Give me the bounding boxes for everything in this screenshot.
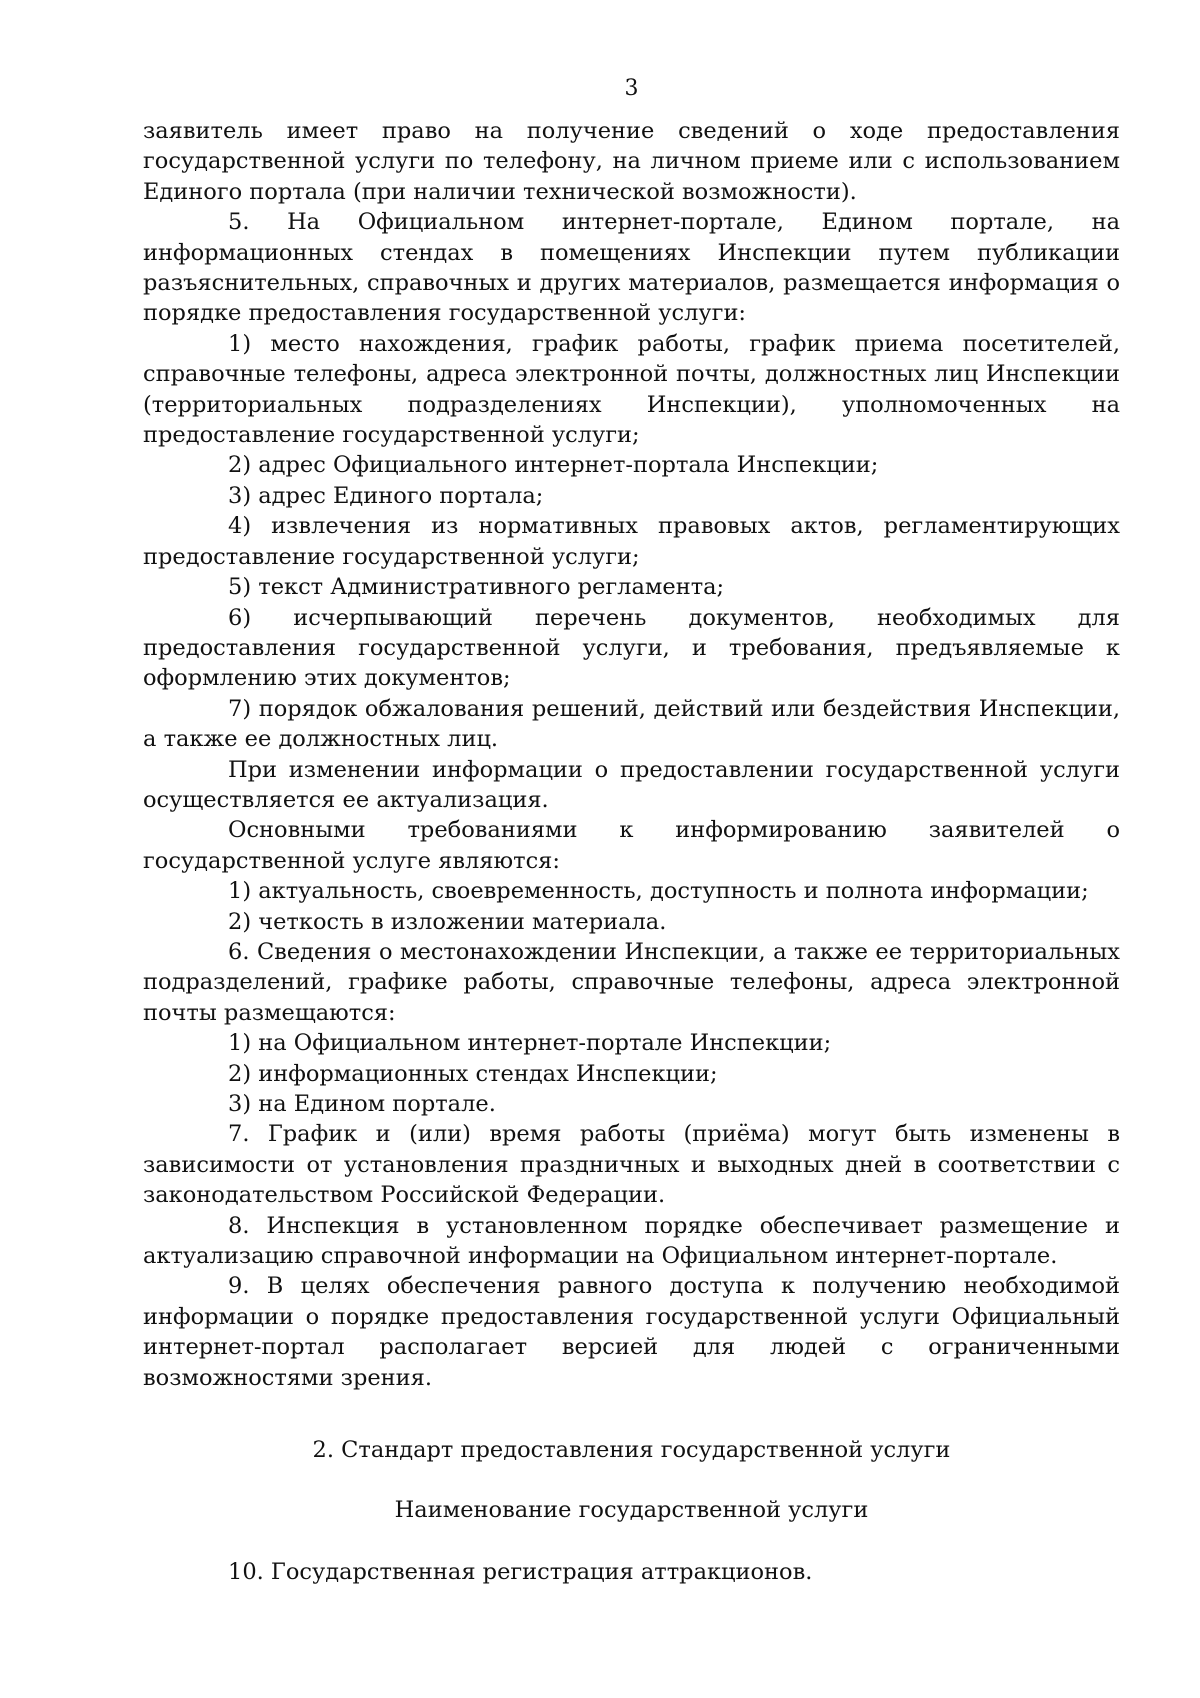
list-item: 3) адрес Единого портала; <box>228 482 544 509</box>
document-body <box>143 116 1120 1587</box>
subsection-heading: Наименование государственной услуги <box>394 1497 869 1524</box>
paragraph-item-6: 6. Сведения о местонахождении Инспекции, а также ее территориальных подразделений, графике работы, справочные телефоны, адреса электронной почты размещаются: <box>143 938 1120 1026</box>
list-item: 2) четкость в изложении материала. <box>228 908 667 935</box>
list-item: 1) на Официальном интернет-портале Инспекции; <box>228 1030 832 1057</box>
list-item: 1) место нахождения, график работы, график приема посетителей, справочные телефоны, адреса электронной почты, должностных лиц Инспекции (территориальных подразделениях Инспекции), уполномоченных на предоставление государственной услуги; <box>143 330 1120 449</box>
list-item: 4) извлечения из нормативных правовых актов, регламентирующих предоставление государственной услуги; <box>143 513 1120 570</box>
list-item: 5) текст Административного регламента; <box>228 574 725 601</box>
list-item: 1) актуальность, своевременность, доступность и полнота информации; <box>228 878 1089 905</box>
paragraph-continuation: заявитель имеет право на получение сведений о ходе предоставления государственной услуги по телефону, на личном приеме или с использованием Единого портала (при наличии технической возможности). <box>143 118 1120 205</box>
paragraph-item-8: 8. Инспекция в установленном порядке обеспечивает размещение и актуализацию справочной информации на Официальном интернет-портале. <box>143 1212 1120 1270</box>
list-item: 3) на Едином портале. <box>228 1091 496 1117</box>
list-item: 6) исчерпывающий перечень документов, необходимых для предоставления государственной услуги, и требования, предъявляемые к оформлению этих документов; <box>143 604 1120 692</box>
paragraph-item-9: 9. В целях обеспечения равного доступа к получению необходимой информации о порядке предоставления государственной услуги Официальный интернет-портал располагает версией для людей с ограниченными возможностями зрения. <box>143 1273 1120 1391</box>
paragraph-item-7: 7. График и (или) время работы (приёма) могут быть изменены в зависимости от установления праздничных и выходных дней в соответствии с законодательством Российской Федерации. <box>143 1121 1120 1209</box>
section-heading: 2. Стандарт предоставления государственной услуги <box>312 1437 951 1464</box>
list-item: 2) информационных стендах Инспекции; <box>228 1060 718 1087</box>
paragraph: При изменении информации о предоставлении государственной услуги осуществляется ее актуализация. <box>143 756 1120 813</box>
paragraph: Основными требованиями к информированию заявителей о государственной услуге являются: <box>143 817 1120 874</box>
list-item: 2) адрес Официального интернет-портала Инспекции; <box>228 452 879 479</box>
list-item: 7) порядок обжалования решений, действий или бездействия Инспекции, а также ее должностных лиц. <box>143 695 1120 753</box>
page-number: 3 <box>624 76 639 101</box>
paragraph-item-5: 5. На Официальном интернет-портале, Едином портале, на информационных стендах в помещениях Инспекции путем публикации разъяснительных, справочных и других материалов, размещается информация о порядке предоставления государственной услуги: <box>143 209 1120 327</box>
paragraph-item-10: 10. Государственная регистрация аттракционов. <box>228 1558 813 1585</box>
